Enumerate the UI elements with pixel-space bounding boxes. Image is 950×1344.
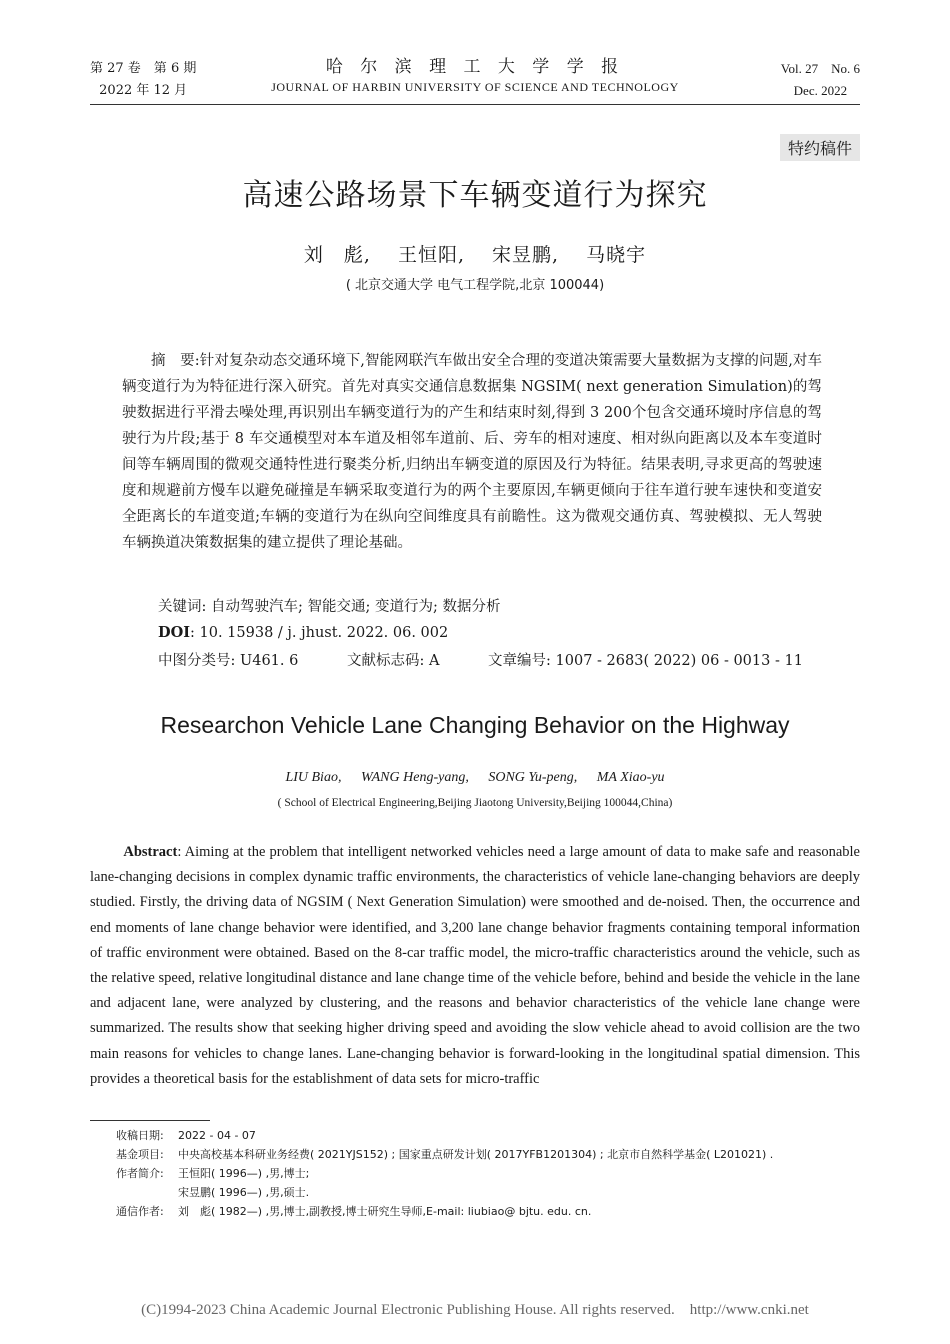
footnote-bio [116,1164,773,1183]
doi-value: : 10. 15938 / j. jhust. 2022. 06. 002 [190,625,449,641]
fund-text: 中央高校基本科研业务经费( 2021YJS152) ; 国家重点研发计划( 2017YFB1201304) ; 北京市自然科学基金( L201021) . [178,1148,774,1161]
received-date: 2022 - 04 - 07 [178,1129,256,1142]
classification-info [158,648,847,674]
corr-text: 刘 彪( 1982—) ,男,博士,副教授,博士研究生导师,E-mail: liubiao@ bjtu. edu. cn. [178,1205,592,1218]
abstract-en-paragraph [90,840,860,1092]
paper-title-en: Researchon Vehicle Lane Changing Behavior on the Highway [160,712,790,738]
footnote-fund [116,1145,773,1164]
author-cn: 王恒阳, [397,244,465,266]
copyright-notice: (C)1994-2023 China Academic Journal Electronic Publishing House. All rights reserved. http://www.cnki.net [141,1302,809,1318]
journal-name-en: JOURNAL OF HARBIN UNIVERSITY OF SCIENCE AND TECHNOLOGY [271,80,679,94]
keywords-cn: 关键词: 自动驾驶汽车; 智能交通; 变道行为; 数据分析 [158,599,501,615]
page-header [0,0,950,110]
volume-line: 第 27 卷 第 6 期 [90,61,197,76]
corr-label: 通信作者: [116,1205,164,1218]
bio-2: 宋昱鹏( 1996—) ,男,硕士. [178,1186,310,1199]
abstract-cn-text: 摘 要:针对复杂动态交通环境下,智能网联汽车做出安全合理的变道决策需要大量数据为支撑的问题,对车辆变道行为为特征进行深入研究。首先对真实交通信息数据集 NGSIM( next generation Simulation)的驾驶数据进行平滑去噪处理,再识别出车辆变道行为的产生和结束时刻,得到 3 200个包含交通环境时序信息的驾驶行为片段;基于 8 车交通模型对本车道及相邻车道前、后、旁车的相对速度、相对纵向距离以及本车变道时间等车辆周围的微观交通特性进行聚类分析,归纳出车辆变道的原因及行为特征。结果表明,寻求更高的驾驶速度和规避前方慢车以避免碰撞是车辆采取变道行为的两个主要原因,车辆更倾向于往车道行驶车速快和变道安全距离长的车道变道;车辆的变道行为在纵向空间维度具有前瞻性。这为微观交通仿真、驾驶模拟、无人驾驶车辆换道决策数据集的建立提供了理论基础。 [122,353,822,551]
author-cn: 刘 彪, [303,244,371,266]
authors-cn [0,240,950,267]
doi-label: DOI [158,624,190,641]
author-cn: 马晓宇 [586,244,647,266]
paper-title-cn: 高速公路场景下车辆变道行为探究 [242,178,708,213]
abstract-en-text: : Aiming at the problem that intelligent networked vehicles need a large amount of data to make safe and reasonable lane-changing decisions in complex dynamic traffic environments, the characteristics of vehicle lane-changing behaviors are deeply studied. Firstly, the driving data of NGSIM ( Next Generation Simulation) were smoothed and de-noised. Then, the occurrence and end moments of lane change behavior were identified, and 3,200 lane change behavior fragments containing temporal information of traffic environment were obtained. Based on the 8-car traffic model, the micro-traffic characteristics around the vehicle, such as the relative speed, relative longitudinal distance and lane change time of the vehicle before, behind and beside the vehicle in the lane and adjacent lane, were analyzed by clustering, and the reasons and behavior characteristics of the vehicle lane change were summarized. The results show that seeking higher driving speed and avoiding the slow vehicle ahead to avoid collision are the two main reasons for vehicles to change lanes. Lane-changing behavior is forward-looking in the longitudinal spatial dimension. This provides a theoretical basis for the establishment of data sets for micro-traffic [90,844,860,1087]
volume-line-en: Vol. 27 No. 6 [780,61,860,76]
authors-en [0,770,950,786]
footnote-received [116,1126,773,1145]
abstract-cn [122,348,822,556]
journal-name-cn: 哈 尔 滨 理 工 大 学 学 报 [325,57,625,77]
author-en: MA Xiao-yu [596,770,665,785]
abstract-en [90,840,860,1092]
abstract-en-label: Abstract [123,844,178,860]
footnote-correspondence [116,1202,773,1221]
bio-label: 作者简介: [116,1167,164,1180]
bio-1: 王恒阳( 1996—) ,男,博士; [178,1167,310,1180]
affiliation-cn: ( 北京交通大学 电气工程学院,北京 100044) [345,278,605,293]
doi [158,620,448,646]
article-number: 文章编号: 1007 - 2683( 2022) 06 - 0013 - 11 [488,653,803,669]
footnote-bio-2 [116,1183,773,1202]
author-en: LIU Biao, [285,770,342,785]
special-article-badge: 特约稿件 [780,134,860,161]
footnotes [116,1126,773,1221]
volume-issue-en [781,58,860,102]
header-divider [90,104,860,105]
affiliation-en: ( School of Electrical Engineering,Beijing Jiaotong University,Beijing 100044,China) [277,797,673,809]
document-code: 文献标志码: A [346,653,440,669]
received-label: 收稿日期: [116,1129,164,1142]
author-en: WANG Heng-yang, [360,770,469,785]
date-line: 2022 年 12 月 [99,83,188,98]
footnote-divider [90,1120,210,1121]
clc-number: 中图分类号: U461. 6 [158,653,299,669]
date-line-en: Dec. 2022 [793,83,848,98]
author-en: SONG Yu-peng, [488,770,578,785]
author-cn: 宋昱鹏, [492,244,560,266]
fund-label: 基金项目: [116,1148,164,1161]
